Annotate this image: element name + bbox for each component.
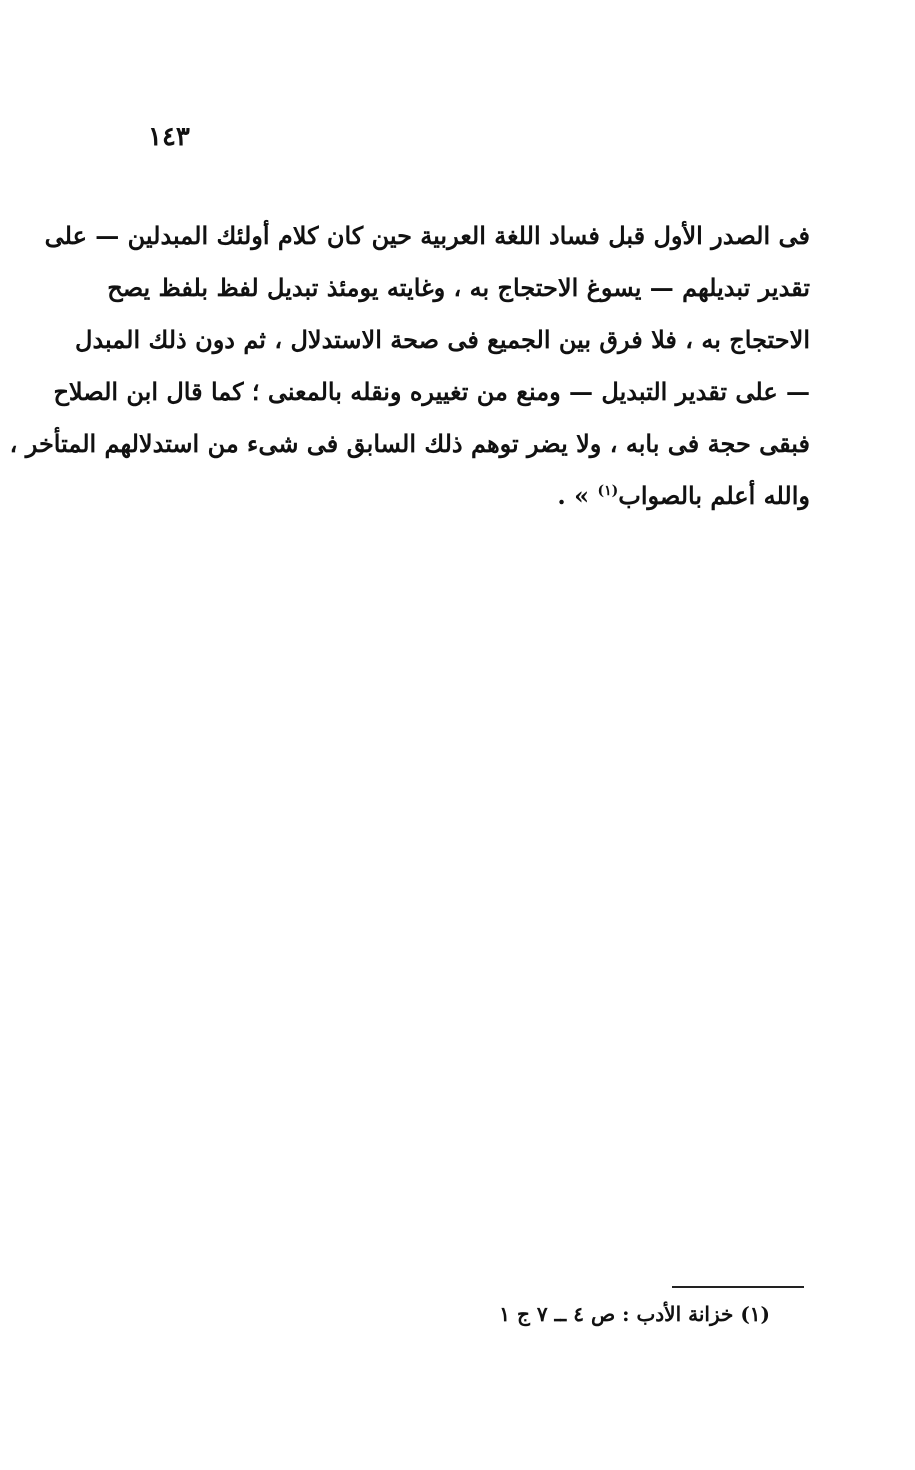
text-line: تقدير تبديلهم — يسوغ الاحتجاج به ، وغايته يومئذ تبديل لفظ بلفظ يصح — [107, 273, 810, 302]
text-line-last — [140, 470, 810, 522]
text-line: — على تقدير التبديل — ومنع من تغييره ونقله بالمعنى ؛ كما قال ابن الصلاح — [53, 377, 810, 406]
text-line: فبقى حجة فى بابه ، ولا يضر توهم ذلك السابق فى شىء من استدلالهم المتأخر ، — [9, 429, 810, 458]
page-number: ١٤٣ — [148, 122, 190, 152]
footnote-marker: (١) — [597, 483, 619, 499]
body-paragraph — [9, 210, 810, 522]
text-line-end: والله أعلم بالصواب — [618, 481, 810, 510]
footnote-divider — [672, 1286, 804, 1288]
footnote: (١) خزانة الأدب : ص ٤ ــ ٧ ج ١ — [499, 1302, 770, 1326]
closing-quote: » . — [557, 481, 598, 510]
text-line: الاحتجاج به ، فلا فرق بين الجميع فى صحة الاستدلال ، ثم دون ذلك المبدل — [75, 325, 810, 354]
text-line: فى الصدر الأول قبل فساد اللغة العربية حين كان كلام أولئك المبدلين — على — [44, 221, 810, 250]
